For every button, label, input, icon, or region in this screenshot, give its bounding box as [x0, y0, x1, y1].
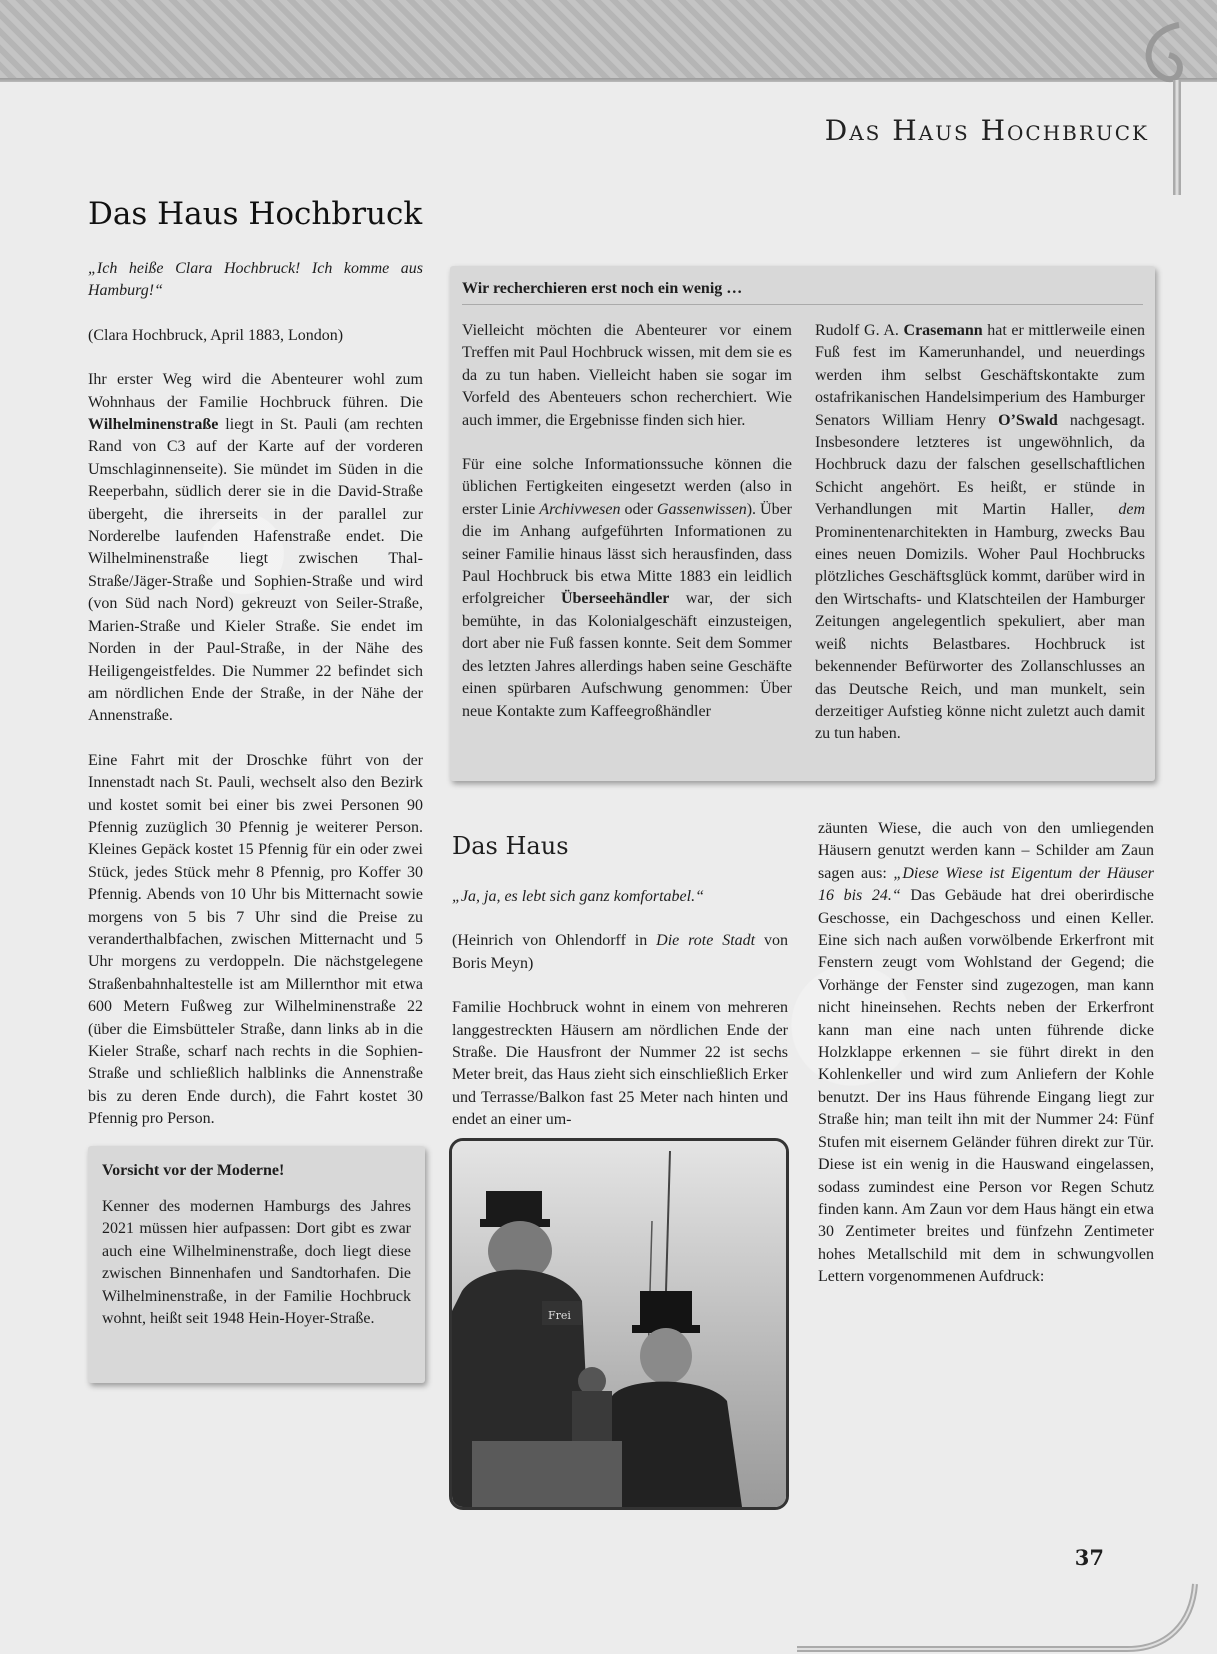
decorative-header-band [0, 0, 1217, 82]
street-name: Wilhelminenstraße [88, 416, 219, 434]
section-quote-source: (Heinrich von Ohlendorff in Die rote Stadt von Boris Meyn) [452, 932, 789, 972]
column-middle [452, 886, 788, 1154]
photo-sign-text: Frei [548, 1309, 571, 1322]
intro-quote: „Ich heiße Clara Hochbruck! Ich komme aus Hamburg!“ [88, 260, 423, 300]
box-body: Kenner des modernen Hamburgs des Jahres 2021 müssen hier aufpassen: Dort gibt es zwar auch eine Wilhelminenstraße, doch liegt diese zwischen Binnenhafen und Sandtorhafen. Die Wilhelminenstraße, in der Familie Hochbruck wohnt, heißt seit 1948 Hein-Hoyer-Straße. [102, 1198, 411, 1328]
intro-quote-source: (Clara Hochbruck, April 1883, London) [88, 326, 344, 344]
paragraph: zäunten Wiese, die auch von den umliegenden Häusern genutzt werden kann – Schilder am Zaun sagen aus: „Diese Wiese ist Eigentum der Häuser 16 bis 24.“ Das Gebäude hat drei oberirdische Geschosse, ein Dachgeschoss und einen Keller. Eine sich nach außen vorwölbende Erkerfront mit Fenstern zeugt vom Wohlstand der Gegend; die Vorhänge der Fenster sind zugezogen, man kann nicht hineinsehen. Rechts neben der Erkerfront kann man eine nach unten führende dicke Holzklappe erkennen – sie führt direkt in den Kohlenkeller und wird zum Anliefern der Kohle benutzt. Der ins Haus führende Eingang liegt zur Straße hin; man teilt ihn mit der Nummer 24: Fünf Stufen mit eisernem Geländer führen direkt zur Tür. Diese ist ein wenig in die Hauswand eingelassen, sodass zumindest eine Person vor Regen Schutz finden kann. Am Zaun vor dem Haus hängt ein etwa 30 Zentimeter breites und fünfzehn Zentimeter hohes Metallschild mit dem in schwungvollen Lettern vorgenommenen Aufdruck: [818, 820, 1154, 1286]
sidebar-box-recherche [450, 266, 1155, 781]
column-left [88, 258, 423, 1153]
box-heading: Wir recherchieren erst noch ein wenig … [462, 280, 1143, 305]
coachmen-photo-icon [452, 1141, 786, 1507]
page-number: 37 [1074, 1545, 1104, 1570]
running-head: Das Haus Hochbruck [824, 114, 1149, 147]
historic-photo [449, 1138, 789, 1510]
section-title: Das Haus [452, 832, 569, 860]
paragraph: Ihr erster Weg wird die Abenteurer wohl zum Wohnhaus der Familie Hochbruck führen. Die Wilhelminenstraße liegt in St. Pauli (am rechten Rand von C3 auf der Karte auf der vorderen Umschlaginnenseite). Sie mündet im Süden in die Reeperbahn, südlich derer sie in die David-Straße übergeht, die ihrerseits in der parallel zur Norderelbe laufenden Hafenstraße endet. Die Wilhelminenstraße liegt zwischen Thal-Straße/Jäger-Straße und Sophien-Straße und wird (von Süd nach Nord) gekreuzt von Seiler-Straße, Marien-Straße und Kieler Straße. Sie endet im Norden in der Paul-Straße, in der Nähe des Heiligengeistfeldes. Die Nummer 22 befindet sich am nördlichen Ende der Straße, in der Nähe der Annenstraße. [88, 371, 423, 725]
box-column-right [815, 320, 1145, 746]
paragraph: Eine Fahrt mit der Droschke führt von der Innenstadt nach St. Pauli, wechselt also den Bezirk und kostet somit bei einer bis zwei Personen 90 Pfennig zuzüglich 30 Pfennig je weiterer Person. Kleines Gepäck kostet 15 Pfennig für ein oder zwei Stück, jedes Stück mehr 8 Pfennig, pro Koffer 30 Pfennig. Abends von 10 Uhr bis Mitternacht sowie morgens von 5 bis 7 Uhr sind die Preise zu veranderthalbfachen, zwischen Mitternacht und 5 Uhr morgens zu verdoppeln. Die nächstgelegene Straßenbahnhaltestelle ist am Millernthor mit etwa 600 Metern Fußweg zur Wilhelminenstraße 22 (über die Eimsbütteler Straße, dann links ab in die Kieler Straße, scharf nach rechts in die Sophien-Straße und schließlich halblinks die Annenstraße bis zu deren Ende durch), die Fahrt kostet 30 Pfennig pro Person. [88, 751, 423, 1128]
bottom-ornament-icon [797, 1564, 1217, 1654]
box-heading: Vorsicht vor der Moderne! [102, 1162, 285, 1179]
paragraph: Vielleicht möchten die Abenteurer vor einem Treffen mit Paul Hochbruck wissen, mit dem sie es da zu tun haben. Vielleicht haben sie sogar im Vorfeld des Abenteuers schon recherchiert. Wie auch immer, die Ergebnisse finden sich hier. [462, 322, 792, 429]
section-quote: „Ja, ja, es lebt sich ganz komfortabel.“ [452, 888, 704, 905]
sidebar-box-vorsicht [88, 1146, 425, 1383]
column-right [818, 818, 1154, 1289]
paragraph: Familie Hochbruck wohnt in einem von mehreren langgestreckten Häusern am nördlichen Ende der Straße. Die Hausfront der Nummer 22 ist sechs Meter breit, das Haus zieht sich einschließlich Erker und Terrasse/Balkon fast 25 Meter nach hinten und endet an einer um- [452, 999, 788, 1129]
page-title: Das Haus Hochbruck [88, 196, 423, 232]
box-column-left [462, 320, 792, 745]
scroll-ornament-icon [1129, 20, 1199, 200]
paragraph: Rudolf G. A. Crasemann hat er mittlerweile einen Fuß fest im Kamerunhandel, und neuerdings werden ihm selbst Geschäftskontakte zum ostafrikanischen Handelsimperium des Hamburger Senators William Henry O’Swald nachgesagt. Insbesondere letzteres ist ungewöhnlich, da Hochbruck dazu der falschen gesellschaftlichen Schicht angehört. Es heißt, er stünde in Verhandlungen mit Martin Haller, dem Prominentenarchitekten in Hamburg, zwecks Bau eines neuen Domizils. Woher Paul Hochbrucks plötzliches Geschäftsglück kommt, darüber wird in den Wirtschafts- und Klatschteilen der Hamburger Zeitungen angelegentlich spekuliert, aber man weiß nichts Belastbares. Hochbruck ist bekennender Befürworter des Zollanschlusses an das Deutsche Reich, und man munkelt, sein derzeitiger Aufstieg könne nicht zuletzt auch damit zu tun haben. [815, 322, 1146, 743]
paragraph: Für eine solche Informationssuche können die üblichen Fertigkeiten eingesetzt werden (also in erster Linie Archivwesen oder Gassenwissen). Über die im Anhang aufgeführten Informationen zu seiner Familie hinaus lässt sich herausfinden, dass Paul Hochbruck bis etwa Mitte 1883 ein leidlich erfolgreicher Überseehändler war, der sich bemühte, in das Kolonialgeschäft einzusteigen, dort aber nie Fuß fassen konnte. Seit dem Sommer des letzten Jahres allerdings haben seine Geschäfte einen spürbaren Aufschwung genommen: Über neue Kontakte zum Kaffeegroßhändler [462, 456, 793, 720]
